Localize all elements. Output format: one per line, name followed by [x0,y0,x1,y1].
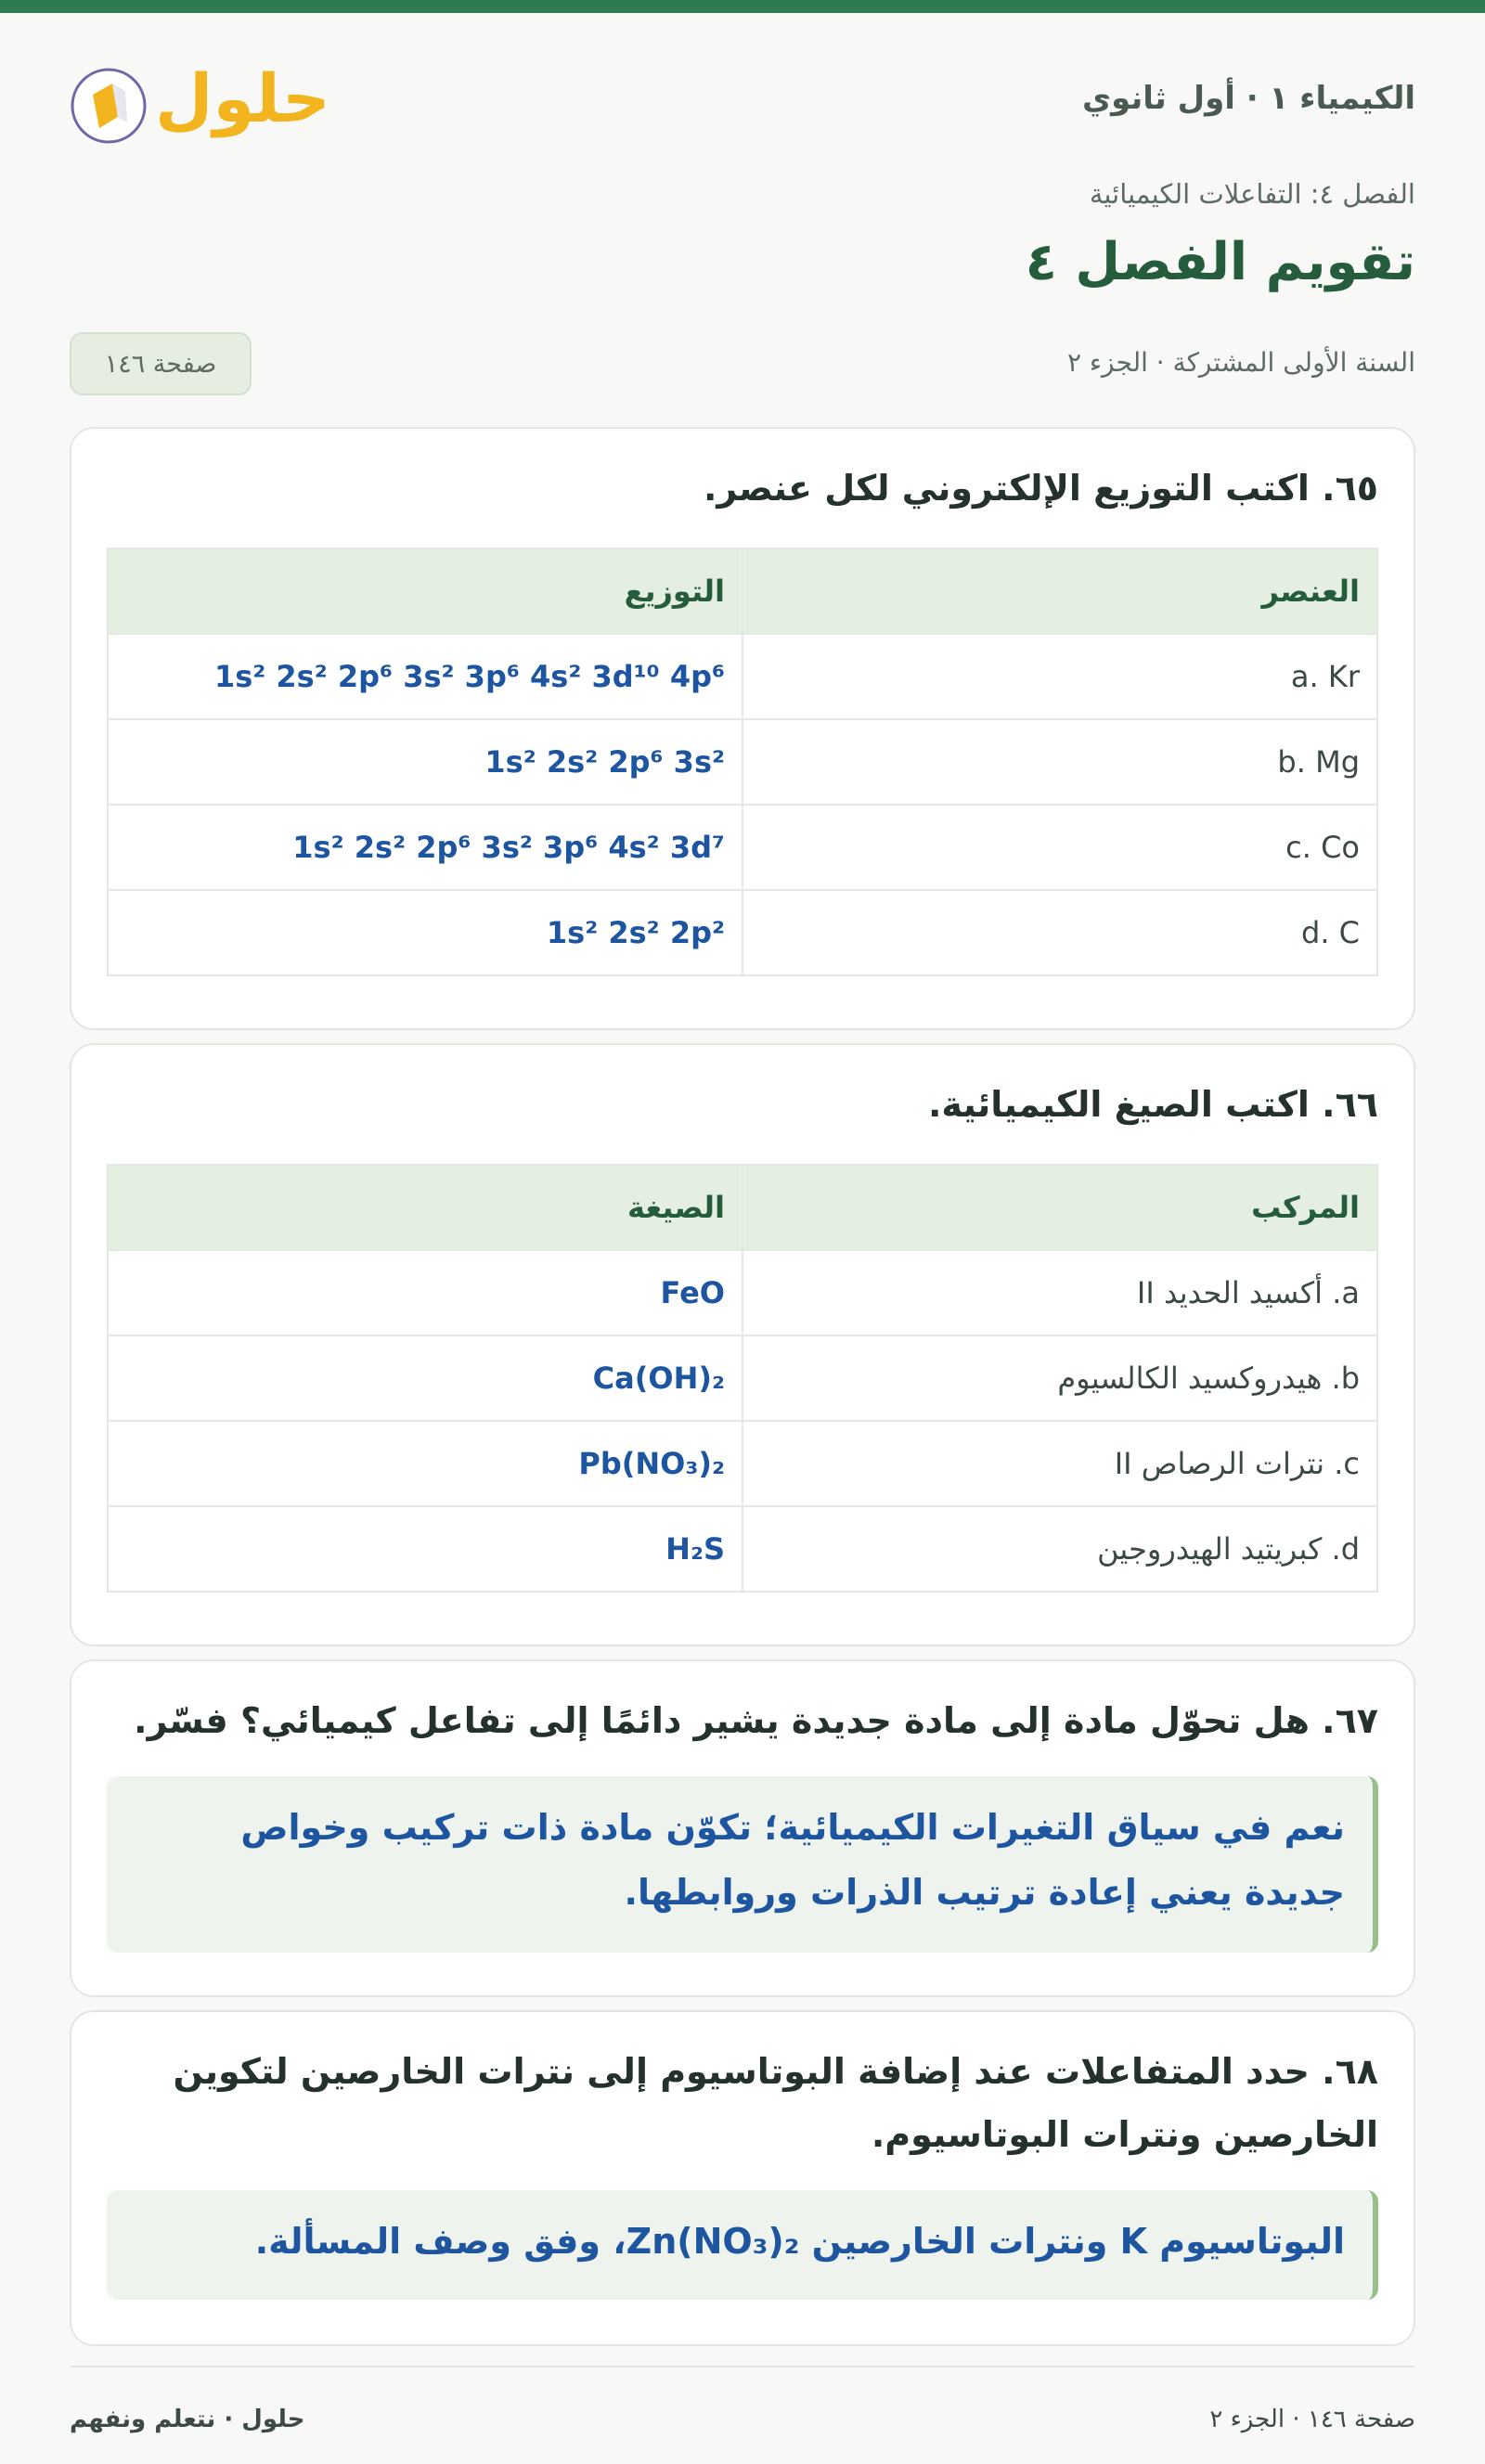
element-label: d. C [1301,915,1360,950]
config-cell [108,890,742,975]
formula-cell [108,1421,742,1506]
answer-box: نعم في سياق التغيرات الكيميائية؛ تكوّن مادة ذات تركيب وخواص جديدة يعني إعادة ترتيب الذرات وروابطها. [107,1776,1378,1953]
question-card-67 [70,1659,1415,1997]
table-row [108,805,1377,890]
table-row [108,1421,1377,1506]
element-cell [742,719,1377,805]
formula-value: Ca(OH)₂ [592,1361,725,1396]
element-label: b. Mg [1277,744,1360,780]
column-header-formula: الصيغة [108,1165,742,1250]
element-cell [742,805,1377,890]
config-value: 1s² 2s² 2p⁶ 3s² 3p⁶ 4s² 3d¹⁰ 4p⁶ [213,659,725,694]
element-cell [742,890,1377,975]
config-value: 1s² 2s² 2p² [546,915,725,950]
footer-brand: حلول · نتعلم ونفهم [70,2406,305,2433]
config-cell [108,634,742,719]
electron-config-table [107,548,1378,976]
question-text: ٦٥. اكتب التوزيع الإلكتروني لكل عنصر. [703,468,1378,509]
hulul-logo[interactable] [70,50,330,161]
question-card-65 [70,427,1415,1030]
element-label: a. Kr [1290,659,1360,694]
formula-value: Pb(NO₃)₂ [578,1446,725,1481]
column-header-compound: المركب [742,1165,1377,1250]
table-row [108,1335,1377,1421]
book-meta: السنة الأولى المشتركة · الجزء ٢ [1066,347,1415,378]
config-cell [108,805,742,890]
table-header-row [108,1165,1377,1250]
top-accent-bar [0,0,1485,13]
element-cell [742,634,1377,719]
compound-cell: a. أكسيد الحديد II [742,1250,1377,1335]
question-card-68 [70,2010,1415,2346]
column-header-config: التوزيع [108,548,742,634]
answer-box: البوتاسيوم K ونترات الخارصين Zn(NO₃)₂، وفق وصف المسألة. [107,2190,1378,2300]
question-text: ٦٦. اكتب الصيغ الكيميائية. [927,1084,1378,1125]
column-header-element: العنصر [742,548,1377,634]
book-title: الكيمياء ١ · أول ثانوي [1082,80,1415,117]
formula-value: H₂S [665,1531,725,1567]
table-row [108,1250,1377,1335]
formula-cell [108,1250,742,1335]
compound-cell: d. كبريتيد الهيدروجين [742,1506,1377,1592]
question-card-66 [70,1043,1415,1646]
page-title: تقويم الفصل ٤ [1025,232,1415,292]
page-header [70,13,1415,379]
formula-value: FeO [660,1275,725,1310]
page [70,13,1415,2464]
footer-divider [70,2366,1415,2367]
config-value: 1s² 2s² 2p⁶ 3s² [484,744,725,780]
config-value: 1s² 2s² 2p⁶ 3s² 3p⁶ 4s² 3d⁷ [292,830,725,865]
formula-table [107,1164,1378,1593]
config-cell [108,719,742,805]
table-row [108,634,1377,719]
formula-cell [108,1506,742,1592]
page-number-badge: صفحة ١٤٦ [70,332,252,395]
table-row [108,890,1377,975]
formula-cell [108,1335,742,1421]
footer-page-info: صفحة ١٤٦ · الجزء ٢ [1209,2406,1415,2433]
table-header-row [108,548,1377,634]
table-row [108,719,1377,805]
chapter-label: الفصل ٤: التفاعلات الكيميائية [1089,178,1415,210]
table-row [108,1506,1377,1592]
compound-cell: b. هيدروكسيد الكالسيوم [742,1335,1377,1421]
compound-cell: c. نترات الرصاص II [742,1421,1377,1506]
element-label: c. Co [1285,830,1360,865]
question-text: ٦٨. حدد المتفاعلات عند إضافة البوتاسيوم إلى نترات الخارصين لتكوين الخارصين ونترات البوتاسيوم. [173,2051,1378,2155]
logo-text: حلول [155,59,330,137]
question-text: ٦٧. هل تحوّل مادة إلى مادة جديدة يشير دائمًا إلى تفاعل كيميائي؟ فسّر. [134,1700,1378,1741]
